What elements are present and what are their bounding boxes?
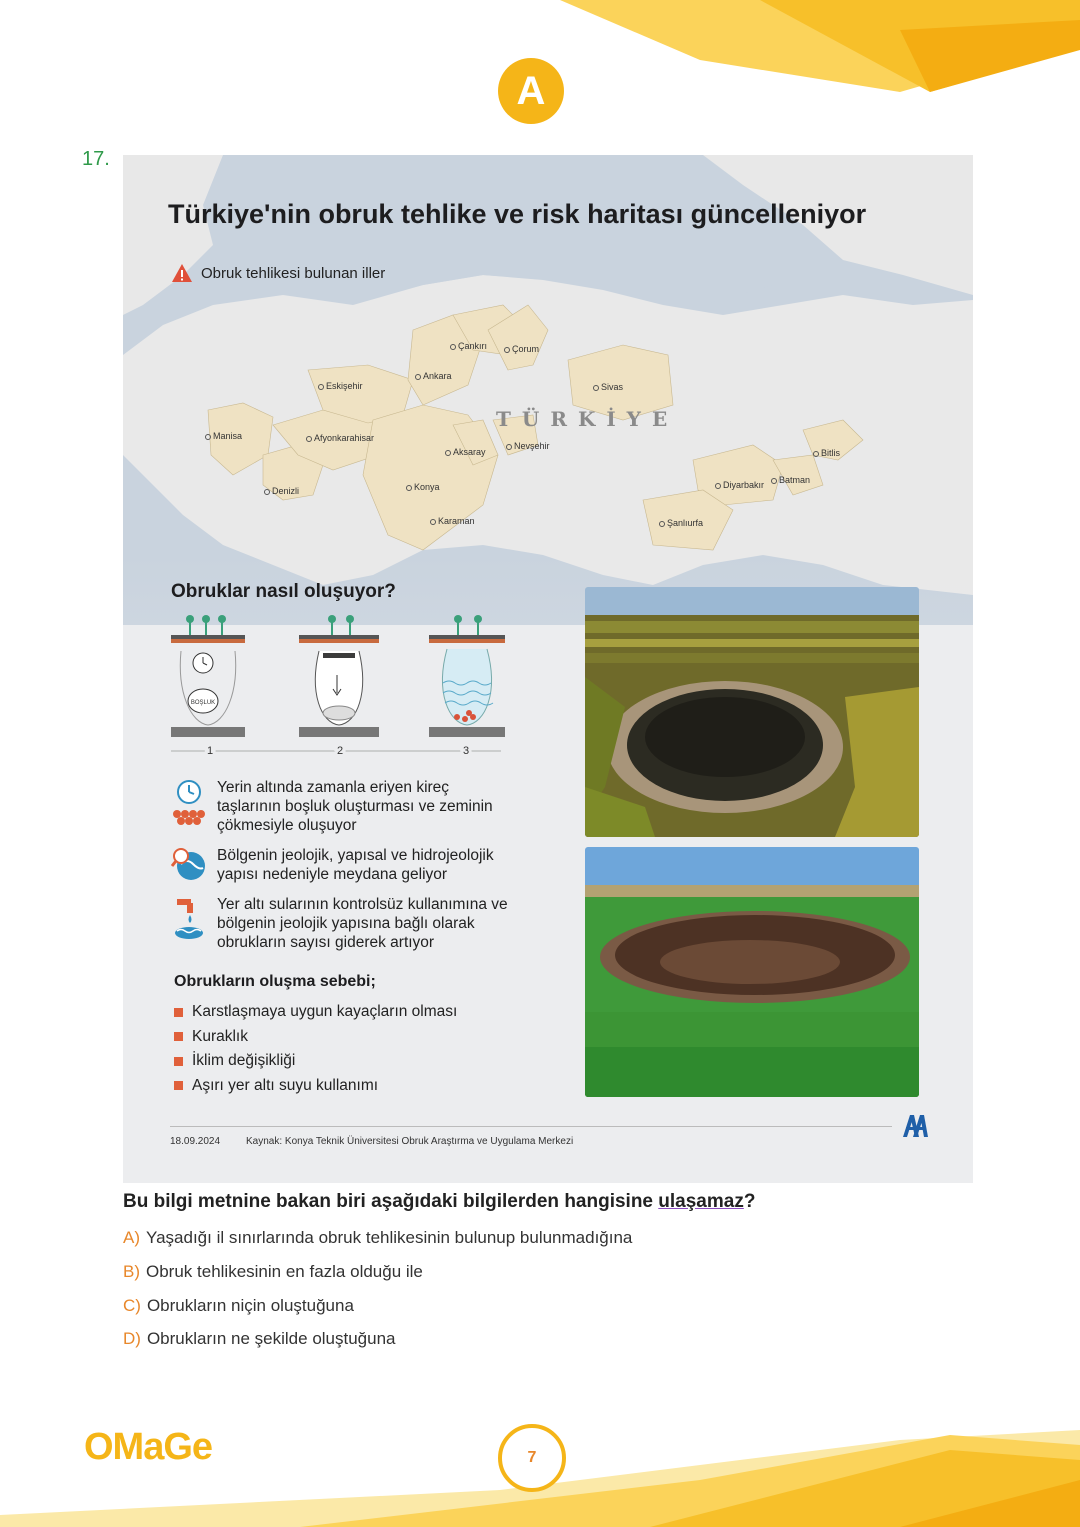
list-item: İklim değişikliği	[174, 1049, 457, 1074]
city-label: Nevşehir	[506, 441, 550, 451]
causes-list	[174, 1000, 457, 1098]
city-label: Çankırı	[450, 341, 487, 351]
publisher-logo: OMaGe	[84, 1426, 213, 1468]
info-bullet	[171, 846, 517, 884]
publish-date: 18.09.2024	[170, 1136, 221, 1147]
option-text: Yaşadığı il sınırlarında obruk tehlikesinin bulunup bulunmadığına	[146, 1228, 633, 1247]
warning-icon	[171, 263, 193, 283]
step-3-illustration	[429, 615, 505, 737]
bullet-text: Yerin altında zamanla eriyen kireç taşlarının boşluk oluşturması ve zeminin çökmesiyle oluşuyor	[217, 779, 493, 834]
answer-option-c[interactable]	[123, 1296, 354, 1316]
step-2-illustration	[299, 615, 379, 737]
city-label: Ankara	[415, 371, 452, 381]
answer-option-a[interactable]	[123, 1228, 632, 1248]
option-text: Obrukların niçin oluştuğuna	[146, 1296, 354, 1315]
water-tap-icon	[171, 895, 207, 941]
sinkhole-photo-field	[585, 847, 919, 1097]
option-letter: A)	[123, 1228, 140, 1247]
info-bullet	[171, 778, 517, 835]
underlined-word: ulaşamaz	[658, 1191, 744, 1212]
cavity-label: BOŞLUK	[190, 700, 216, 706]
city-label: Bitlis	[813, 448, 840, 458]
bullet-text: Yer altı sularının kontrolsüz kullanımına ve bölgenin jeolojik yapısına bağlı olarak obrukların sayısı giderek artıyor	[217, 896, 508, 951]
list-item: Karstlaşmaya uygun kayaçların olması	[174, 1000, 457, 1025]
option-text: Obrukların ne şekilde oluştuğuna	[146, 1329, 396, 1348]
city-label: Denizli	[264, 486, 299, 496]
city-label: Diyarbakır	[715, 480, 764, 490]
footer-divider	[170, 1126, 892, 1127]
city-label: Çorum	[504, 344, 539, 354]
city-label: Aksaray	[445, 447, 486, 457]
list-item: Kuraklık	[174, 1025, 457, 1050]
sinkhole-photo-sunflowers	[585, 587, 919, 837]
option-letter: B)	[123, 1262, 140, 1281]
step-number: 1	[207, 745, 214, 757]
list-item: Aşırı yer altı suyu kullanımı	[174, 1074, 457, 1099]
aa-logo-icon	[899, 1111, 929, 1141]
formation-steps-diagram	[171, 613, 511, 763]
infographic-panel	[123, 155, 973, 1183]
section-badge: A	[498, 58, 564, 124]
city-label: Konya	[406, 482, 440, 492]
country-label: TÜRKİYE	[496, 407, 679, 431]
question-number: 17.	[82, 148, 110, 170]
formation-heading: Obruklar nasıl oluşuyor?	[171, 581, 396, 602]
city-label: Karaman	[430, 516, 475, 526]
option-text: Obruk tehlikesinin en fazla olduğu ile	[146, 1262, 423, 1281]
clock-rocks-icon	[171, 778, 207, 828]
infographic-title: Türkiye'nin obruk tehlike ve risk haritası güncelleniyor	[168, 199, 867, 229]
city-label: Afyonkarahisar	[306, 433, 374, 443]
step-1-illustration	[171, 615, 245, 737]
option-letter: D)	[123, 1329, 141, 1348]
step-number: 2	[337, 745, 344, 757]
map-legend	[171, 263, 385, 283]
info-bullet	[171, 895, 517, 952]
question-text: Bu bilgi metnine bakan biri aşağıdaki bilgilerden hangisine ulaşamaz?	[123, 1191, 756, 1212]
source-credit: Kaynak: Konya Teknik Üniversitesi Obruk Araştırma ve Uygulama Merkezi	[246, 1136, 574, 1147]
step-number: 3	[463, 745, 470, 757]
city-label: Sivas	[593, 382, 623, 392]
causes-heading: Obrukların oluşma sebebi;	[174, 973, 376, 990]
page-number: 7	[498, 1424, 566, 1492]
answer-option-b[interactable]	[123, 1262, 423, 1282]
city-label: Batman	[771, 475, 810, 485]
answer-option-d[interactable]	[123, 1329, 396, 1349]
bullet-text: Bölgenin jeolojik, yapısal ve hidrojeolojik yapısı nedeniyle meydana geliyor	[217, 847, 494, 883]
city-label: Eskişehir	[318, 381, 363, 391]
globe-magnifier-icon	[171, 846, 207, 882]
legend-label: Obruk tehlikesi bulunan iller	[201, 264, 386, 282]
city-label: Manisa	[205, 431, 242, 441]
city-label: Şanlıurfa	[659, 518, 703, 528]
option-letter: C)	[123, 1296, 141, 1315]
